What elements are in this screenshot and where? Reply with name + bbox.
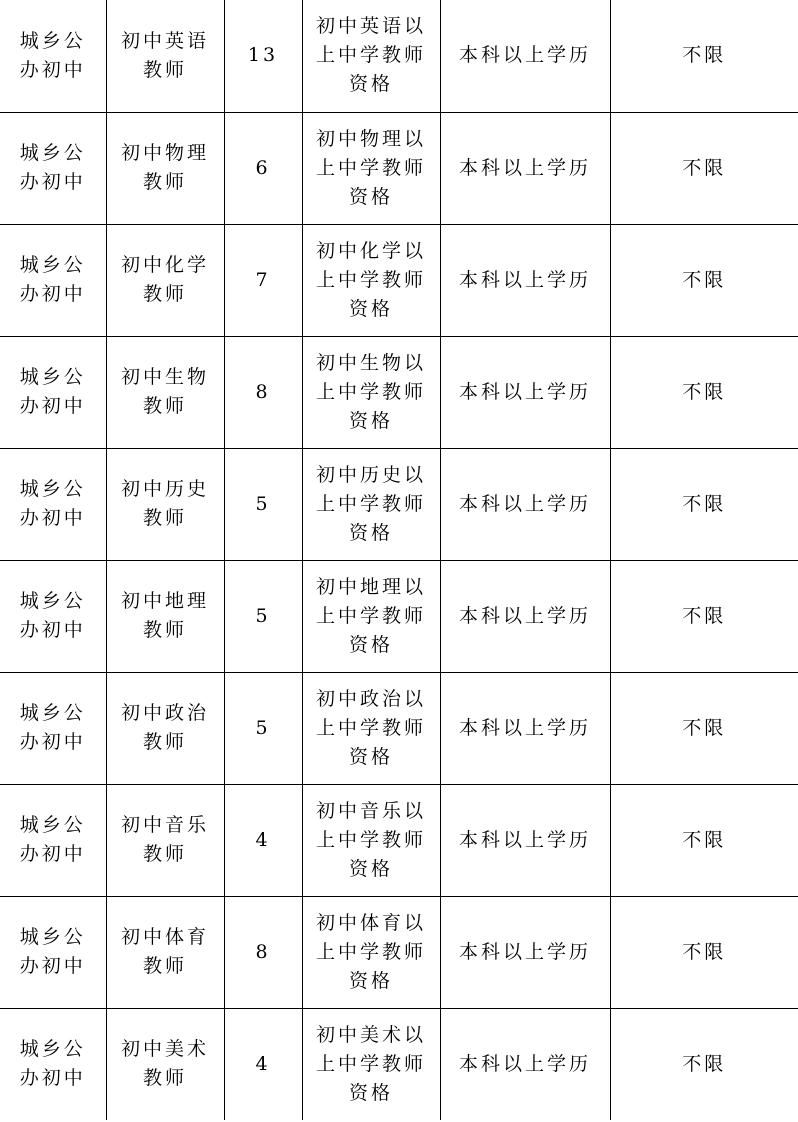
certificate-line-2: 上中学教师 (315, 380, 426, 403)
education-cell: 本科以上学历 (440, 112, 610, 224)
post-cell (106, 672, 224, 784)
certificate-cell (302, 224, 440, 336)
certificate-line-2: 上中学教师 (315, 716, 426, 739)
certificate-line-2: 上中学教师 (315, 492, 426, 515)
post-line-1: 初中历史 (120, 478, 209, 500)
certificate-line-1: 初中政治以 (315, 687, 426, 710)
count-cell: 4 (224, 784, 302, 896)
unit-cell (0, 784, 106, 896)
post-cell (106, 448, 224, 560)
education-cell: 本科以上学历 (440, 224, 610, 336)
post-cell (106, 224, 224, 336)
unit-line-1: 城乡公 (19, 142, 86, 164)
unit-line-1: 城乡公 (19, 478, 86, 500)
unit-cell (0, 112, 106, 224)
count-cell: 5 (224, 560, 302, 672)
certificate-cell (302, 448, 440, 560)
count-cell: 6 (224, 112, 302, 224)
unit-line-2: 办初中 (19, 1067, 86, 1090)
certificate-line-3: 资格 (348, 633, 393, 656)
unit-line-1: 城乡公 (19, 1038, 86, 1061)
certificate-line-3: 资格 (348, 857, 393, 880)
post-line-1: 初中政治 (120, 702, 209, 724)
other-requirement-cell: 不限 (610, 0, 798, 112)
unit-cell (0, 672, 106, 784)
certificate-line-1: 初中地理以 (315, 575, 426, 598)
other-requirement-cell: 不限 (610, 224, 798, 336)
post-line-1: 初中地理 (120, 590, 209, 612)
count-cell: 5 (224, 448, 302, 560)
certificate-cell (302, 560, 440, 672)
post-line-2: 教师 (142, 619, 187, 641)
post-line-1: 初中化学 (120, 254, 209, 276)
certificate-line-1: 初中物理以 (315, 127, 426, 150)
post-line-1: 初中美术 (120, 1038, 209, 1061)
post-line-1: 初中生物 (120, 366, 209, 388)
count-cell: 13 (224, 0, 302, 112)
table-row (0, 336, 798, 448)
other-requirement-cell: 不限 (610, 672, 798, 784)
post-cell (106, 336, 224, 448)
table-row (0, 896, 798, 1008)
post-cell (106, 1008, 224, 1120)
certificate-line-2: 上中学教师 (315, 940, 426, 963)
certificate-line-1: 初中历史以 (315, 463, 426, 486)
certificate-line-3: 资格 (348, 745, 393, 768)
unit-line-2: 办初中 (19, 395, 86, 417)
unit-line-2: 办初中 (19, 619, 86, 641)
unit-line-2: 办初中 (19, 843, 86, 865)
certificate-line-1: 初中英语以 (315, 15, 426, 38)
post-line-2: 教师 (142, 171, 187, 193)
post-cell (106, 0, 224, 112)
certificate-line-3: 资格 (348, 1081, 393, 1104)
other-requirement-cell: 不限 (610, 896, 798, 1008)
unit-line-2: 办初中 (19, 731, 86, 753)
certificate-line-1: 初中生物以 (315, 351, 426, 374)
post-line-2: 教师 (142, 843, 187, 865)
certificate-cell (302, 896, 440, 1008)
post-cell (106, 560, 224, 672)
education-cell: 本科以上学历 (440, 336, 610, 448)
certificate-cell (302, 336, 440, 448)
post-cell (106, 784, 224, 896)
post-line-1: 初中体育 (120, 926, 209, 948)
table-row (0, 560, 798, 672)
post-cell (106, 896, 224, 1008)
other-requirement-cell: 不限 (610, 112, 798, 224)
certificate-cell (302, 672, 440, 784)
certificate-line-2: 上中学教师 (315, 156, 426, 179)
unit-line-2: 办初中 (19, 58, 86, 81)
education-cell: 本科以上学历 (440, 784, 610, 896)
count-cell: 8 (224, 896, 302, 1008)
post-line-2: 教师 (142, 731, 187, 753)
post-line-1: 初中物理 (120, 142, 209, 164)
other-requirement-cell: 不限 (610, 1008, 798, 1120)
certificate-line-2: 上中学教师 (315, 1052, 426, 1075)
post-line-2: 教师 (142, 395, 187, 417)
other-requirement-cell: 不限 (610, 448, 798, 560)
post-line-1: 初中英语 (120, 29, 209, 52)
certificate-line-3: 资格 (348, 73, 393, 96)
post-line-2: 教师 (142, 507, 187, 529)
certificate-cell (302, 784, 440, 896)
table-row (0, 112, 798, 224)
table-row (0, 224, 798, 336)
certificate-line-3: 资格 (348, 969, 393, 992)
table-row (0, 672, 798, 784)
certificate-line-1: 初中体育以 (315, 911, 426, 934)
unit-line-2: 办初中 (19, 507, 86, 529)
unit-cell (0, 224, 106, 336)
certificate-cell (302, 1008, 440, 1120)
certificate-line-2: 上中学教师 (315, 268, 426, 291)
certificate-line-1: 初中音乐以 (315, 799, 426, 822)
unit-line-1: 城乡公 (19, 254, 86, 276)
education-cell: 本科以上学历 (440, 1008, 610, 1120)
unit-cell (0, 448, 106, 560)
count-cell: 8 (224, 336, 302, 448)
post-line-2: 教师 (142, 1067, 187, 1090)
education-cell: 本科以上学历 (440, 672, 610, 784)
unit-line-1: 城乡公 (19, 366, 86, 388)
unit-line-1: 城乡公 (19, 590, 86, 612)
count-cell: 7 (224, 224, 302, 336)
unit-line-1: 城乡公 (19, 926, 86, 948)
certificate-line-2: 上中学教师 (315, 44, 426, 67)
unit-line-2: 办初中 (19, 171, 86, 193)
count-cell: 5 (224, 672, 302, 784)
unit-cell (0, 1008, 106, 1120)
table-row (0, 448, 798, 560)
certificate-cell (302, 0, 440, 112)
other-requirement-cell: 不限 (610, 560, 798, 672)
education-cell: 本科以上学历 (440, 896, 610, 1008)
certificate-line-3: 资格 (348, 185, 393, 208)
education-cell: 本科以上学历 (440, 448, 610, 560)
post-line-2: 教师 (142, 283, 187, 305)
certificate-line-2: 上中学教师 (315, 828, 426, 851)
certificate-line-3: 资格 (348, 297, 393, 320)
unit-line-2: 办初中 (19, 283, 86, 305)
certificate-line-3: 资格 (348, 409, 393, 432)
post-line-1: 初中音乐 (120, 814, 209, 836)
certificate-cell (302, 112, 440, 224)
table-row (0, 0, 798, 112)
table-row (0, 784, 798, 896)
unit-line-1: 城乡公 (19, 702, 86, 724)
unit-line-1: 城乡公 (19, 814, 86, 836)
unit-line-2: 办初中 (19, 955, 86, 977)
other-requirement-cell: 不限 (610, 336, 798, 448)
count-cell: 4 (224, 1008, 302, 1120)
certificate-line-1: 初中化学以 (315, 239, 426, 262)
unit-line-1: 城乡公 (19, 29, 86, 52)
unit-cell (0, 896, 106, 1008)
unit-cell (0, 336, 106, 448)
post-line-2: 教师 (142, 955, 187, 977)
certificate-line-2: 上中学教师 (315, 604, 426, 627)
other-requirement-cell: 不限 (610, 784, 798, 896)
post-line-2: 教师 (142, 58, 187, 81)
unit-cell (0, 560, 106, 672)
post-cell (106, 112, 224, 224)
education-cell: 本科以上学历 (440, 0, 610, 112)
table-row (0, 1008, 798, 1120)
certificate-line-1: 初中美术以 (315, 1023, 426, 1046)
education-cell: 本科以上学历 (440, 560, 610, 672)
unit-cell (0, 0, 106, 112)
certificate-line-3: 资格 (348, 521, 393, 544)
